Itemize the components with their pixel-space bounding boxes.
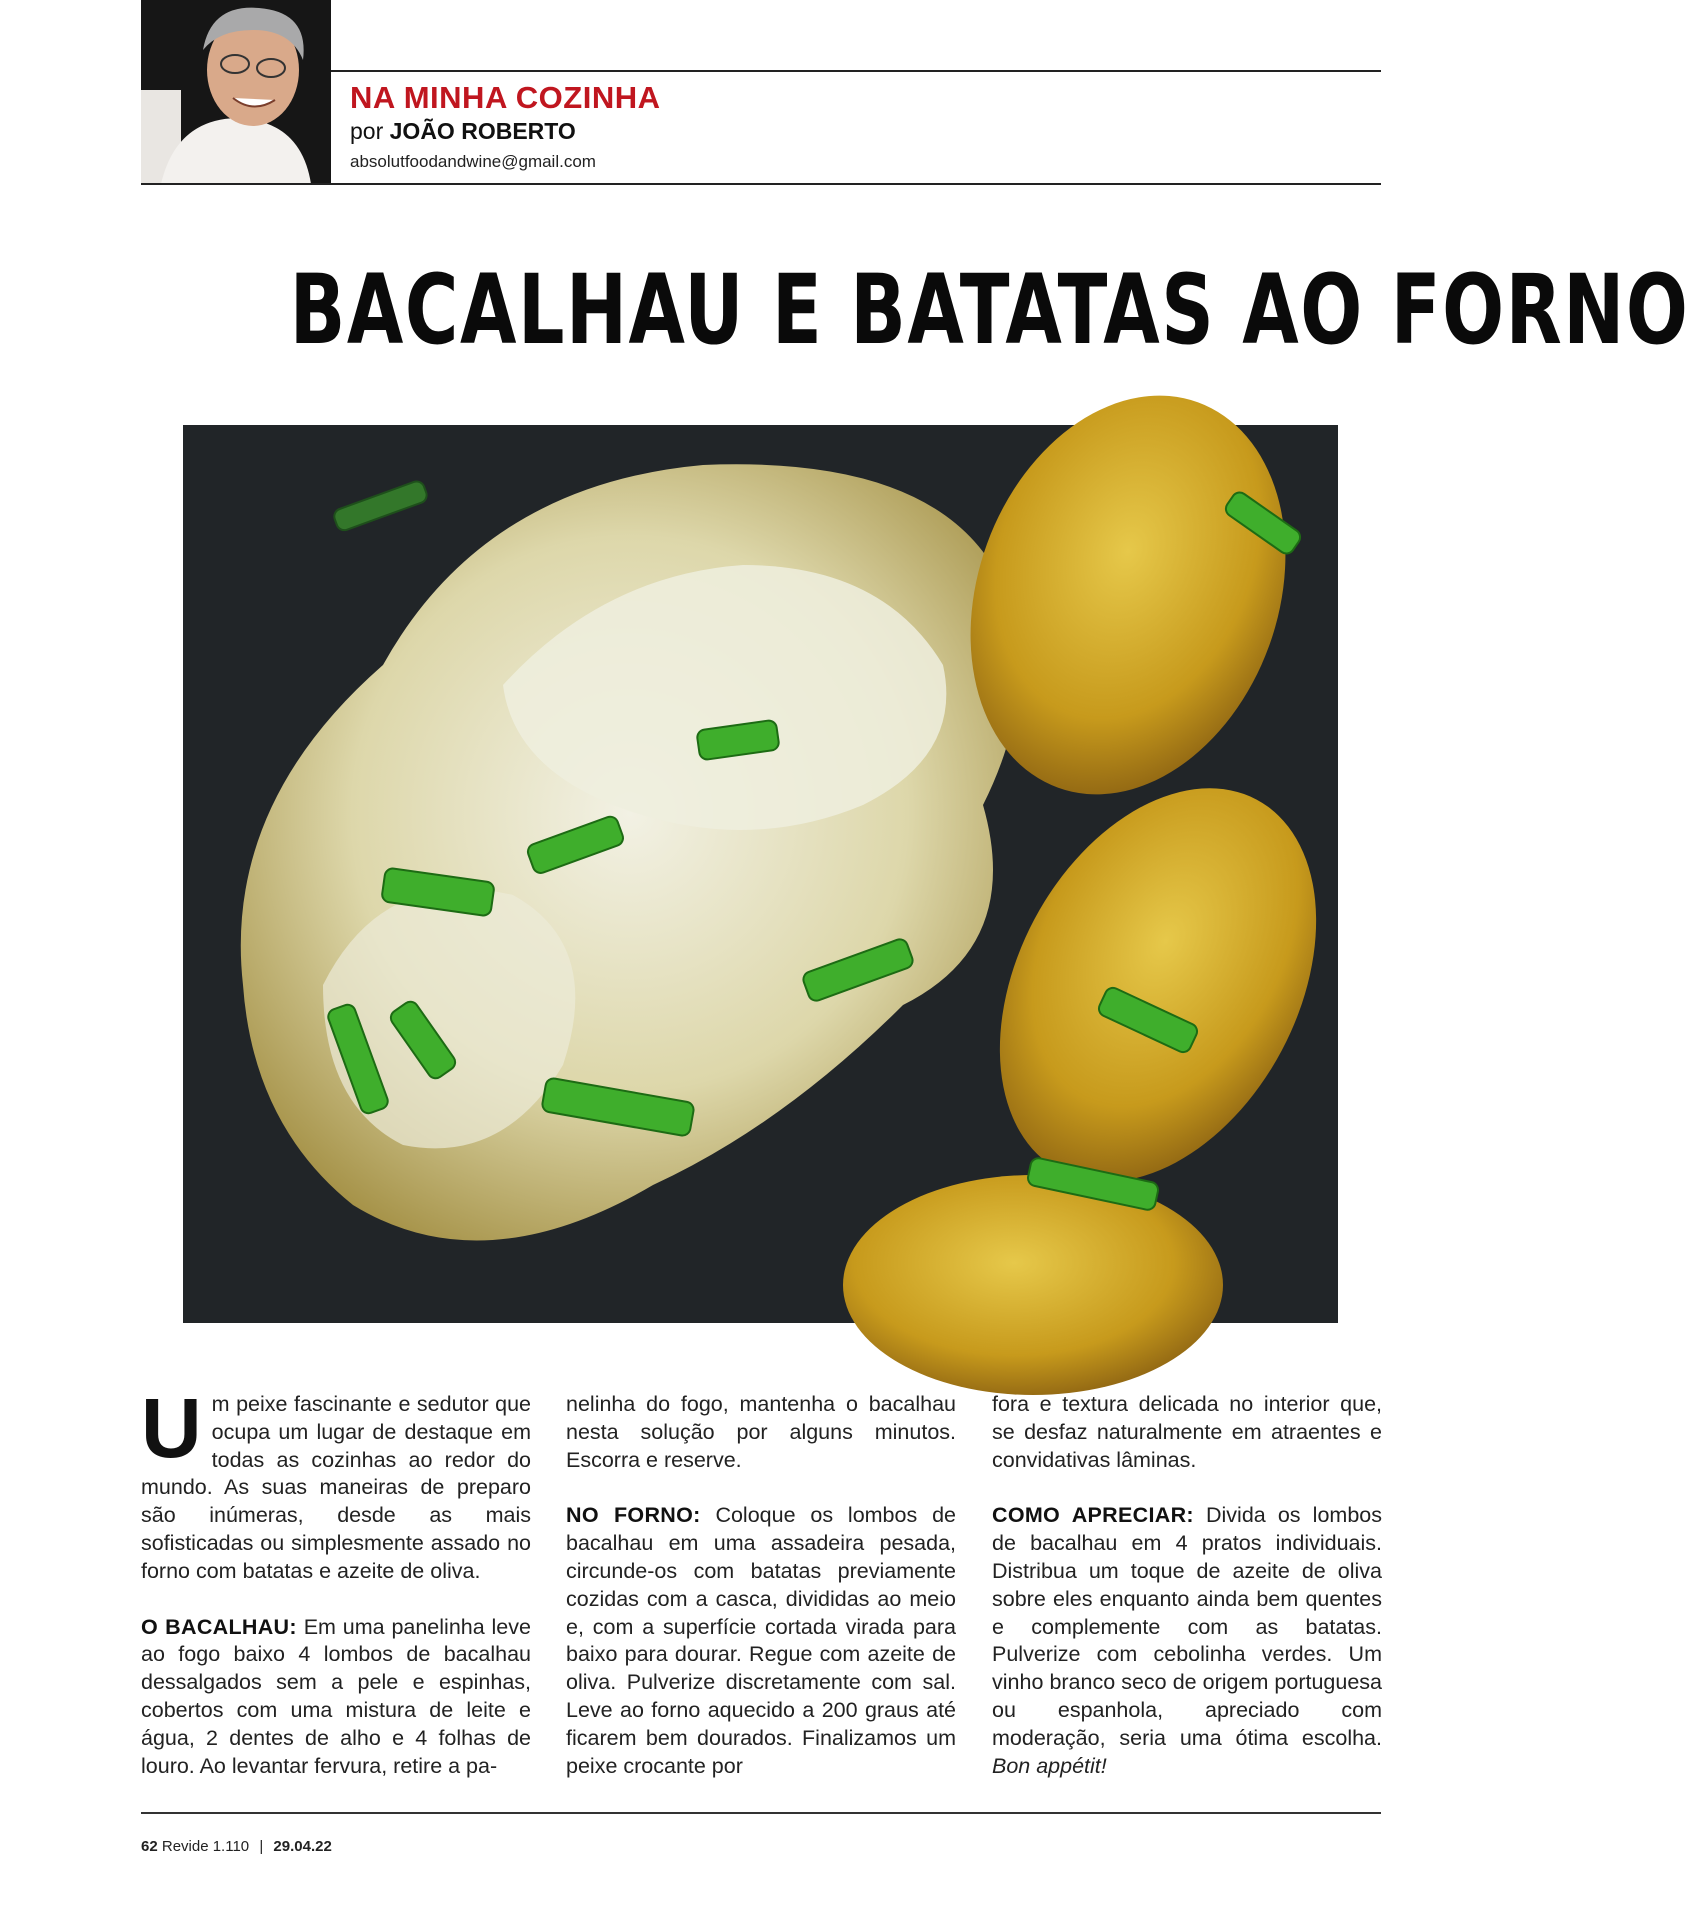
page-number: 62: [141, 1838, 158, 1855]
footer-rule: [141, 1812, 1381, 1814]
byline: [350, 118, 576, 145]
column-2: [566, 1391, 956, 1808]
apreciar-lead: COMO APRECIAR:: [992, 1503, 1194, 1528]
bacalhau-text: Em uma panelinha leve ao fogo baixo 4 lombos de bacalhau dessalgados sem a pele e espinhas, cobertos com uma mistura de leite e água, 2 dentes de alho e 4 folhas de louro. Ao levantar fervura, retire a pa-: [141, 1614, 531, 1778]
page-footer: [141, 1838, 332, 1855]
author-name: JOÃO ROBERTO: [389, 118, 576, 144]
dish-photo: [183, 425, 1338, 1323]
issue-date: 29.04.22: [273, 1838, 332, 1855]
bacalhau-lead: O BACALHAU:: [141, 1614, 297, 1639]
byline-prefix: por: [350, 118, 384, 144]
author-email: absolutfoodandwine@gmail.com: [350, 152, 596, 171]
footer-separator: |: [259, 1838, 264, 1855]
column-3: [992, 1391, 1382, 1808]
article-body: [141, 1381, 1382, 1791]
header-top-rule: [331, 70, 1381, 72]
article-headline: BACALHAU E BATATAS AO FORNO: [289, 254, 1689, 366]
apreciar-paragraph: [992, 1502, 1382, 1780]
forno-continued: fora e textura delicada no interior que, se desfaz naturalmente em atraentes e convidativas lâminas.: [992, 1392, 1382, 1472]
apreciar-text: Divida os lombos de bacalhau em 4 pratos individuais. Distribua um toque de azeite de oliva sobre eles enquanto ainda bem quentes e complemente com as batatas. Pulverize com cebolinha verdes. Um vinho branco seco de origem portuguesa ou espanhola, apreciado com moderação, seria uma ótima escolha.: [992, 1503, 1382, 1750]
forno-lead: NO FORNO:: [566, 1503, 701, 1528]
intro-text: m peixe fascinante e sedutor que ocupa um lugar de destaque em todas as cozinhas ao redor do mundo. As suas maneiras de preparo são inúmeras, desde as mais sofisticadas ou simplesmente assado no forno com batatas e azeite de oliva.: [141, 1392, 531, 1583]
header-bottom-rule: [141, 183, 1381, 185]
publication-name: Revide 1.110: [161, 1838, 250, 1855]
column-1: [141, 1381, 531, 1808]
bacalhau-paragraph: [141, 1614, 531, 1781]
forno-paragraph: [566, 1502, 956, 1780]
author-portrait: [141, 0, 331, 184]
forno-text: Coloque os lombos de bacalhau em uma assadeira pesada, circunde-os com batatas previamente cozidas com a casca, divididas ao meio e, com a superfície cortada virada para baixo para dourar. Regue com azeite de oliva. Pulverize discretamente com sal. Leve ao forno aquecido a 200 graus até ficarem bem dourados. Finalizamos um peixe crocante por: [566, 1503, 956, 1778]
bacalhau-continued: nelinha do fogo, mantenha o bacalhau nesta solução por alguns minutos. Escorra e reserve.: [566, 1392, 956, 1472]
intro-paragraph: [141, 1381, 531, 1586]
drop-cap: U: [141, 1381, 202, 1475]
signoff: Bon appétit!: [992, 1753, 1107, 1778]
column-name: NA MINHA COZINHA: [350, 80, 661, 115]
